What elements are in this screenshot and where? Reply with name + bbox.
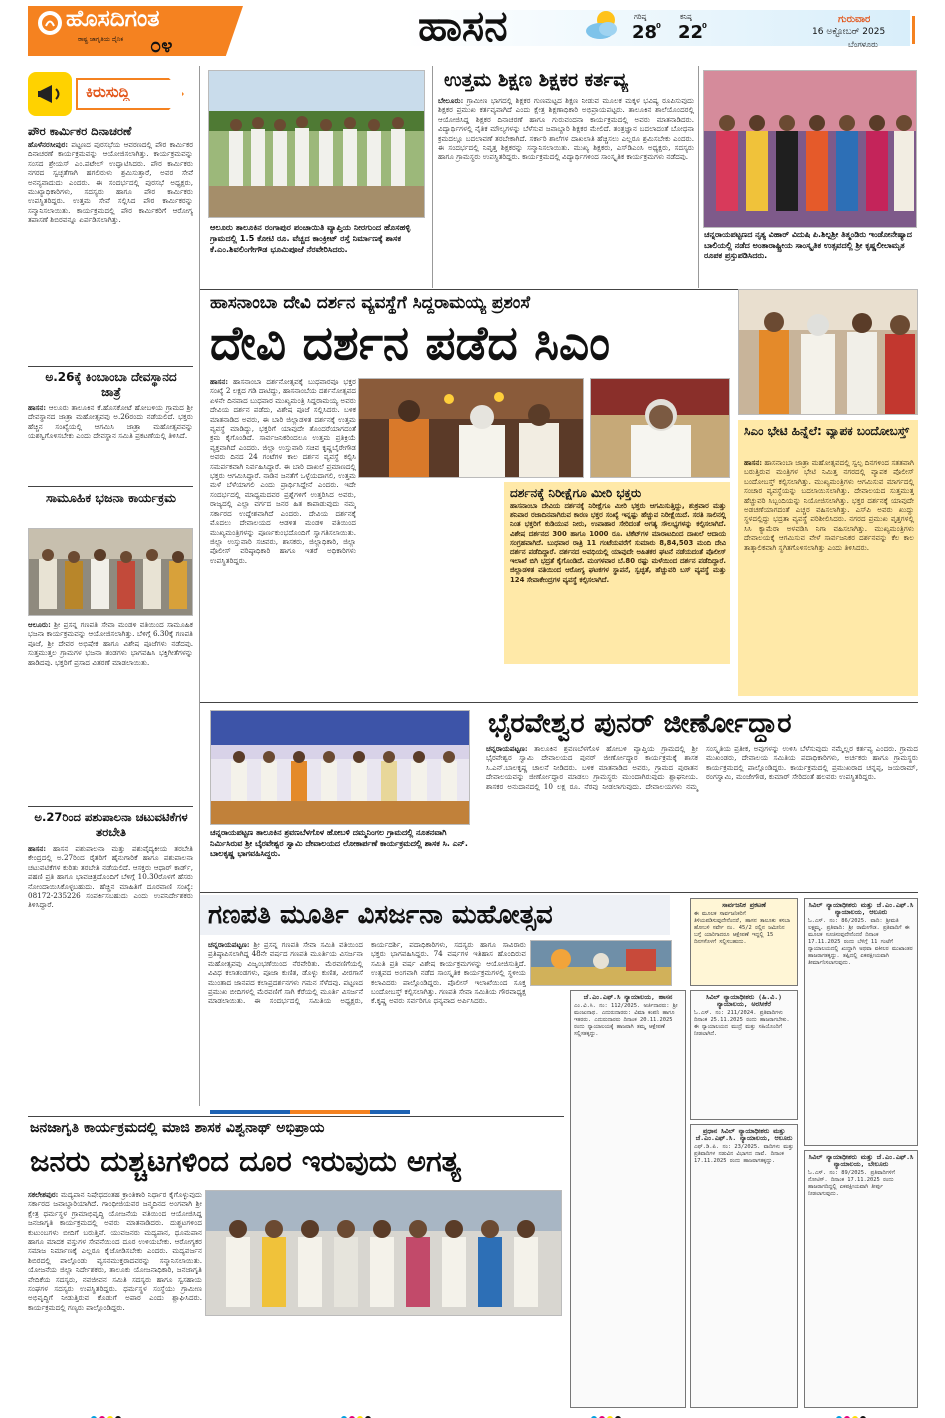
brief-dateline: ಹೊಳೆನರಸೀಪುರ: [28, 140, 69, 149]
divider [200, 892, 918, 893]
masthead [0, 0, 945, 60]
min-deg: 0 [702, 22, 707, 30]
masthead-accent-bar [912, 16, 915, 44]
notice-text: ಎಂ.ವಿ.ಸಿ. ನಂ: 112/2025. ಅರ್ಜಿದಾರರು: ಶ್ರೀ ಮಂಜುನಾಥ. ಎದುರುದಾರರು: ವಿಮಾ ಕಂಪನಿ ಹಾಗೂ ಇತರರು. ಎದುರುದಾರರು ದಿನಾಂಕ 20.11.2025 ರಂದು ನ್ಯಾಯಾಲಯಕ್ಕೆ ಹಾಜರಾಗಿ ತಮ್ಮ ಆಕ್ಷೇಪಣೆ ಸಲ್ಲಿಸತಕ್ಕದ್ದು. [574, 1003, 678, 1037]
registration-marks [90, 1408, 870, 1416]
column-divider [432, 66, 433, 288]
brand-tagline: ರಾಷ್ಟ್ರ ಜಾಗೃತಿಯ ದೈನಿಕ [78, 36, 124, 43]
max-temp: 28 [632, 22, 658, 43]
lead-dateline: ಹಾಸನ: [210, 377, 228, 386]
column-divider [698, 66, 699, 288]
lead-kicker: ಹಾಸನಾಂಬಾ ದೇವಿ ದರ್ಶನ ವ್ಯವಸ್ಥೆಗೆ ಸಿದ್ದರಾಮಯ್ಯ ಪ್ರಶಂಸೆ [210, 293, 531, 313]
lead-headline: ದೇವಿ ದರ್ಶನ ಪಡೆದ ಸಿಎಂ [210, 316, 611, 371]
sun-cloud-icon [582, 8, 622, 42]
brief-dateline: ಆಲೂರು: [28, 620, 51, 629]
legal-notice [690, 898, 798, 986]
cm-box-title: ಸಿಎಂ ಭೇಟಿ ಹಿನ್ನೆಲೆ: ವ್ಯಾಪಕ ಬಂದೋಬಸ್ತ್ [744, 424, 910, 438]
notice-heading: ಪ್ರಧಾನ ಸಿವಿಲ್ ನ್ಯಾಯಾಧೀಶರು ಮತ್ತು ಜೆ.ಎಂ.ಎಫ್.ಸಿ. ನ್ಯಾಯಾಲಯ, ಆಲೂರು [695, 1127, 793, 1142]
notice-text: ಓ.ಎಸ್. ನಂ: 211/2024. ಪ್ರತಿವಾದಿಗಳು ದಿನಾಂಕ 25.11.2025 ರಂದು ಹಾಜರಾಗಬೇಕು. ಈ ನ್ಯಾಯಾಲಯದ ಮುದ್ರೆ ಮತ್ತು ಸಹಿಯೊಂದಿಗೆ ನೀಡಲಾಗಿದೆ. [694, 1010, 790, 1037]
shravana-photo [210, 710, 470, 825]
brief-body [28, 620, 193, 810]
city: ಬೆಂಗಳೂರು [848, 40, 878, 49]
teacher-body [438, 96, 694, 286]
brand-name: ಹೊಸದಿಗಂತ [66, 6, 160, 32]
cm-priest-photo [738, 289, 918, 415]
notice-text: ಓ.ಎಸ್. ನಂ: 89/2025. ಪ್ರತಿವಾದಿಗಳಿಗೆ ನೋಟಿಸ್. ದಿನಾಂಕ 17.11.2025 ರಂದು ಹಾಜರಾಗದಿದ್ದಲ್ಲಿ ಏಕಪಕ್ಷೀಯವಾಗಿ ತೀರ್ಪು ನೀಡಲಾಗುವುದು. [808, 1170, 895, 1197]
notice-text: ಓ.ಎಸ್. ನಂ: 86/2025. ವಾದಿ: ಶ್ರೀಮತಿ ಲಕ್ಷ್ಮಮ್ಮ. ಪ್ರತಿವಾದಿ: ಶ್ರೀ ರಾಮೇಗೌಡ. ಪ್ರತಿವಾದಿಗೆ ಈ ಮೂಲಕ ಸೂಚಿಸುವುದೇನೆಂದರೆ ದಿನಾಂಕ 17.11.2025 ರಂದು ಬೆಳಿಗ್ಗೆ 11 ಗಂಟೆಗೆ ನ್ಯಾಯಾಲಯದಲ್ಲಿ ಖುದ್ದಾಗಿ ಅಥವಾ ವಕೀಲರ ಮುಖಾಂತರ ಹಾಜರಾಗತಕ್ಕದ್ದು. ತಪ್ಪಿದಲ್ಲಿ ಏಕಪಕ್ಷೀಯವಾಗಿ ತೀರ್ಮಾನಿಸಲಾಗುವುದು. [808, 918, 913, 966]
divider [28, 366, 193, 367]
notice-heading: ಸಿವಿಲ್ ನ್ಯಾಯಾಧೀಶರು (ಹಿ.ವಿ.) ನ್ಯಾಯಾಲಯ, ಅರಸೀಕೆರೆ [706, 993, 782, 1008]
awareness-dateline: ಸಕಲೇಶಪುರ: [28, 1190, 59, 1199]
ganapati-body [208, 940, 526, 1116]
column-divider [199, 66, 200, 1106]
awareness-text: ಮದ್ಯಪಾನ ನಿಷೇಧದಂತಹ ಕ್ರಾಂತಿಕಾರಿ ನಿರ್ಧಾರ ಕೈಗೊಳ್ಳುವುದು ಸರ್ಕಾರದ ಜವಾಬ್ದಾರಿಯಾಗಿದೆ. ಗಾಂಧೀಜಿಯವರ ಜನ್ಮದಿನದ ಅಂಗವಾಗಿ ಶ್ರೀ ಕ್ಷೇತ್ರ ಧರ್ಮಸ್ಥಳ ಗ್ರಾಮಾಭಿವೃದ್ಧಿ ಯೋಜನೆಯ ವತಿಯಿಂದ ಆಯೋಜಿಸಿದ್ದ ಜನಜಾಗೃತಿ ಕಾರ್ಯಕ್ರಮದಲ್ಲಿ ಅವರು ಮಾತನಾಡಿದರು. ದುಶ್ಚಟಗಳಿಂದ ಕುಟುಂಬಗಳು ಬೀದಿಗೆ ಬರುತ್ತಿವೆ. ಯುವಜನರು ಮದ್ಯಪಾನ, ಧೂಮಪಾನ ಹಾಗೂ ಮಾದಕ ವಸ್ತುಗಳ ಸೇವನೆಯಿಂದ ದೂರ ಉಳಿಯಬೇಕು. ಆರೋಗ್ಯಕರ ಸಮಾಜ ನಿರ್ಮಾಣಕ್ಕೆ ಎಲ್ಲರೂ ಕೈಜೋಡಿಸಬೇಕು ಎಂದರು. ಮದ್ಯವರ್ಜನ ಶಿಬಿರದಲ್ಲಿ ಪಾಲ್ಗೊಂಡು ವ್ಯಸನಮುಕ್ತರಾದವರನ್ನು ಸನ್ಮಾನಿಸಲಾಯಿತು. ಯೋಜನೆಯ ಜಿಲ್ಲಾ ನಿರ್ದೇಶಕರು, ತಾಲೂಕು ಯೋಜನಾಧಿಕಾರಿ, ಜನಜಾಗೃತಿ ವೇದಿಕೆಯ ಸದಸ್ಯರು, ನವಜೀವನ ಸಮಿತಿ ಸದಸ್ಯರು ಹಾಗೂ ಸ್ವಸಹಾಯ ಸಂಘಗಳ ಸದಸ್ಯರು ಉಪಸ್ಥಿತರಿದ್ದರು. ಧರ್ಮಸ್ಥಳ ಸಂಸ್ಥೆಯು ಗ್ರಾಮೀಣ ಅಭಿವೃದ್ಧಿಗೆ ನೀಡುತ್ತಿರುವ ಕೊಡುಗೆ ಅಪಾರ ಎಂದು ಶ್ಲಾಘಿಸಿದರು. ಕಾರ್ಯಕ್ರಮದಲ್ಲಿ ಗಣ್ಯರು ಪಾಲ್ಗೊಂಡಿದ್ದರು. [28, 1190, 202, 1312]
lead-text: ಹಾಸನಾಂಬಾ ದರ್ಶನೋತ್ಸವಕ್ಕೆ ಬುಧವಾರವೂ ಭಕ್ತರ ಸಂಖ್ಯೆ 2 ಲಕ್ಷದ ಗಡಿ ದಾಟಿದ್ದು, ಹಾಸನಾಂಬೆಯ ದರ್ಶನೋತ್ಸವದ ಏಳನೇ ದಿನವಾದ ಬುಧವಾರ ಮುಖ್ಯಮಂತ್ರಿ ಸಿದ್ದರಾಮಯ್ಯ ಅವರು ದೇವಿಯ ದರ್ಶನ ಪಡೆದು, ವಿಶೇಷ ಪೂಜೆ ಸಲ್ಲಿಸಿದರು. ಬಳಿಕ ಮಾತನಾಡಿದ ಅವರು, ಈ ಬಾರಿ ಜಿಲ್ಲಾಡಳಿತ ದರ್ಶನಕ್ಕೆ ಉತ್ತಮ ವ್ಯವಸ್ಥೆ ಮಾಡಿದ್ದು, ಭಕ್ತರಿಗೆ ಯಾವುದೇ ತೊಂದರೆಯಾಗದಂತೆ ಕ್ರಮ ಕೈಗೊಂಡಿದೆ. ಸಾರ್ವಜನಿಕರಿಂದಲೂ ಉತ್ತಮ ಪ್ರತಿಕ್ರಿಯೆ ವ್ಯಕ್ತವಾಗಿದೆ ಎಂದರು. ಜಿಲ್ಲಾ ಉಸ್ತುವಾರಿ ಸಚಿವ ಕೃಷ್ಣಬೈರೇಗೌಡ ಅವರು ದಿನದ 24 ಗಂಟೆಗಳ ಕಾಲ ದರ್ಶನ ವ್ಯವಸ್ಥೆ ಕಲ್ಪಿಸಿ ಸಮರ್ಪಕವಾಗಿ ನಿರ್ವಹಿಸಿದ್ದಾರೆ. ಈ ಬಾರಿ ದಾಖಲೆ ಪ್ರಮಾಣದಲ್ಲಿ ಭಕ್ತರು ಆಗಮಿಸಿದ್ದಾರೆ. ನಾಡಿನ ಜನತೆಗೆ ಒಳ್ಳೆಯದಾಗಲಿ, ಉತ್ತಮ ಮಳೆ ಬೆಳೆಯಾಗಲಿ ಎಂದು ಪ್ರಾರ್ಥಿಸಿದ್ದೇನೆ ಎಂದರು. ಇದೇ ಸಂದರ್ಭದಲ್ಲಿ ಮಾಧ್ಯಮದವರ ಪ್ರಶ್ನೆಗಳಿಗೆ ಉತ್ತರಿಸಿದ ಅವರು, ರಾಜ್ಯದಲ್ಲಿ ಎಲ್ಲಾ ವರ್ಗದ ಜನರ ಹಿತ ಕಾಪಾಡುವುದು ನಮ್ಮ ಸರ್ಕಾರದ ಉದ್ದೇಶವಾಗಿದೆ ಎಂದರು. ದೇವಿಯ ದರ್ಶನಕ್ಕೆ ಮೊದಲು ದೇವಾಲಯದ ಆಡಳಿತ ಮಂಡಳಿ ವತಿಯಿಂದ ಮುಖ್ಯಮಂತ್ರಿಗಳನ್ನು ಪೂರ್ಣಕುಂಭದೊಂದಿಗೆ ಸ್ವಾಗತಿಸಲಾಯಿತು. ಜಿಲ್ಲಾ ಉಸ್ತುವಾರಿ ಸಚಿವರು, ಶಾಸಕರು, ಜಿಲ್ಲಾಧಿಕಾರಿ, ಜಿಲ್ಲಾ ಪೊಲೀಸ್ ವರಿಷ್ಠಾಧಿಕಾರಿ ಹಾಗೂ ಇತರೆ ಅಧಿಕಾರಿಗಳು ಉಪಸ್ಥಿತರಿದ್ದರು. [210, 377, 356, 565]
ganapati-headline: ಗಣಪತಿ ಮೂರ್ತಿ ವಿಸರ್ಜನಾ ಮಹೋತ್ಸವ [208, 900, 553, 930]
legal-notice [804, 1150, 918, 1408]
edition-name: ಹಾಸನ [418, 2, 508, 50]
max-deg: 0 [656, 22, 661, 30]
notice-text: ಎಫ್.ಡಿ.ಪಿ. ನಂ: 23/2025. ವಾದಿಗಳು ಮತ್ತು ಪ್ರತಿವಾದಿಗಳ ನಡುವಿನ ವಿಭಾಗದ ದಾವೆ. ದಿನಾಂಕ 17.11.2025 ರಂದು ಹಾಜರಾಗತಕ್ಕದ್ದು. [694, 1144, 794, 1164]
awareness-kicker: ಜನಜಾಗೃತಿ ಕಾರ್ಯಕ್ರಮದಲ್ಲಿ ಮಾಜಿ ಶಾಸಕ ವಿಶ್ವನಾಥ್ ಅಭಿಪ್ರಾಯ [30, 1120, 325, 1136]
divider [28, 1116, 564, 1117]
kirusuddi-banner [28, 72, 188, 116]
brief-text: ಶ್ರೀ ಪ್ರಸನ್ನ ಗಣಪತಿ ಸೇವಾ ಮಂಡಳಿ ವತಿಯಿಂದ ಸಾಮೂಹಿಕ ಭಜನಾ ಕಾರ್ಯಕ್ರಮವನ್ನು ಆಯೋಜಿಸಲಾಗಿತ್ತು. ಬೆಳಿಗ್ಗೆ 6.30ಕ್ಕೆ ಗಣಪತಿ ಪೂಜೆ, ಶ್ರೀ ದೇವರ ಅಭಿಷೇಕ ಹಾಗೂ ವಿಶೇಷ ಪೂಜೆಗಳು ನಡೆದವು. ಸುತ್ತಮುತ್ತಲ ಗ್ರಾಮಗಳ ಭಜನಾ ತಂಡಗಳು ಭಾಗವಹಿಸಿ ಭಕ್ತಿಗೀತೆಗಳನ್ನು ಹಾಡಿದವು. ಭಕ್ತರಿಗೆ ಪ್ರಸಾದ ವಿತರಣೆ ಮಾಡಲಾಯಿತು. [28, 620, 193, 667]
road-photo [208, 70, 425, 218]
cm-portrait-photo [590, 378, 730, 478]
awareness-headline: ಜನರು ದುಶ್ಚಟಗಳಿಂದ ದೂರ ಇರುವುದು ಅಗತ್ಯ [30, 1144, 462, 1178]
brief-text: ಆಲೂರು ತಾಲೂಕಿನ ಕೆ.ಹೊಸಕೋಟೆ ಹೋಬಳಿಯ ಗ್ರಾಮದ ಶ್ರೀ ದೇವಸ್ಥಾನದ ಜಾತ್ರಾ ಮಹೋತ್ಸವವು ಅ.26ರಂದು ನಡೆಯಲಿದೆ. ಭಕ್ತರು ಹೆಚ್ಚಿನ ಸಂಖ್ಯೆಯಲ್ಲಿ ಆಗಮಿಸಿ ಜಾತ್ರಾ ಮಹೋತ್ಸವವನ್ನು ಯಶಸ್ವಿಗೊಳಿಸಬೇಕು ಎಂದು ದೇವಸ್ಥಾನ ಸಮಿತಿ ಪ್ರಕಟಣೆಯಲ್ಲಿ ತಿಳಿಸಿದೆ. [28, 403, 193, 441]
brief-title: ಪೌರ ಕಾರ್ಮಿಕರ ದಿನಾಚರಣೆ [28, 124, 132, 138]
divider [28, 486, 193, 487]
brief-text: ಪಟ್ಟಣದ ಪುರಸಭೆಯ ಆವರಣದಲ್ಲಿ ಪೌರ ಕಾರ್ಮಿಕರ ದಿನಾಚರಣೆ ಕಾರ್ಯಕ್ರಮವನ್ನು ಆಯೋಜಿಸಲಾಗಿತ್ತು. ಕಾರ್ಯಕ್ರಮವನ್ನು ಸಂಸದ ಶ್ರೇಯಸ್ ಎಂ.ಪಟೇಲ್ ಉದ್ಘಾಟಿಸಿದರು. ಪೌರ ಕಾರ್ಮಿಕರು ನಗರದ ಸ್ವಚ್ಛತೆಗಾಗಿ ಹಗಲಿರುಳು ಶ್ರಮಿಸುತ್ತಾರೆ, ಅವರ ಸೇವೆ ಅನನ್ಯವಾದುದು ಎಂದರು. ಈ ಸಂದರ್ಭದಲ್ಲಿ ಪುರಸಭೆ ಅಧ್ಯಕ್ಷರು, ಮುಖ್ಯಾಧಿಕಾರಿಗಳು, ಸದಸ್ಯರು ಹಾಗೂ ಪೌರ ಕಾರ್ಮಿಕರು ಉಪಸ್ಥಿತರಿದ್ದರು. ಉತ್ತಮ ಸೇವೆ ಸಲ್ಲಿಸಿದ ಪೌರ ಕಾರ್ಮಿಕರನ್ನು ಸನ್ಮಾನಿಸಲಾಯಿತು. ಕಾರ್ಯಕ್ರಮದಲ್ಲಿ ಪೌರ ಕಾರ್ಮಿಕರಿಗೆ ಆರೋಗ್ಯ ತಪಾಸಣೆ ಶಿಬಿರವನ್ನೂ ಏರ್ಪಡಿಸಲಾಗಿತ್ತು. [28, 140, 193, 225]
notice-text: ಈ ಮೂಲಕ ಸಾರ್ವಜನಿಕರಿಗೆ ತಿಳಿಯಪಡಿಸುವುದೇನೆಂದರೆ, ಹಾಸನ ತಾಲೂಕು ಕಸಬಾ ಹೋಬಳಿ ಸರ್ವೇ ನಂ. 45/2 ರಲ್ಲಿನ ಜಮೀನಿನ ಬಗ್ಗೆ ಯಾರಿಗಾದರೂ ಆಕ್ಷೇಪಣೆ ಇದ್ದಲ್ಲಿ 15 ದಿನಗಳೊಳಗೆ ಸಲ್ಲಿಸಬಹುದು. [694, 911, 790, 945]
awareness-body [28, 1190, 202, 1402]
ganapati-dateline: ಚನ್ನರಾಯಪಟ್ಟಣ: [208, 940, 250, 949]
brief-title: ಅ.27ರಿಂದ ಪಶುಪಾಲನಾ ಚಟುವಟಿಕೆಗಳ ತರಬೇತಿ [34, 810, 188, 839]
max-label: ಗರಿಷ್ಠ [634, 13, 647, 21]
legal-notice [690, 990, 798, 1120]
megaphone-icon [36, 80, 64, 108]
road-caption: ಆಲೂರು ತಾಲೂಕಿನ ರಂಗಾಪುರ ಪಂಚಾಯಿತಿ ವ್ಯಾಪ್ತಿಯ ನೀರಗುಂದ ಹೊಸಹಳ್ಳಿ ಗ್ರಾಮದಲ್ಲಿ 1.5 ಕೋಟಿ ರೂ. ವೆಚ್ಚದ ಕಾಂಕ್ರೀಟ್ ರಸ್ತೆ ನಿರ್ಮಾಣಕ್ಕೆ ಶಾಸಕ ಕೆ.ಎಂ.ಶಿವಲಿಂಗೇಗೌಡ ಭೂಮಿಪೂಜೆ ನೆರವೇರಿಸಿದರು. [210, 222, 411, 254]
brief-text: ಹಾಸನ ಪಶುಪಾಲನಾ ಮತ್ತು ಪಶುವೈದ್ಯಕೀಯ ತರಬೇತಿ ಕೇಂದ್ರದಲ್ಲಿ ಅ.27ರಿಂದ ರೈತರಿಗೆ ಹೈನುಗಾರಿಕೆ ಹಾಗೂ ಪಶುಪಾಲನಾ ಚಟುವಟಿಕೆಗಳ ಕುರಿತು ತರಬೇತಿ ನಡೆಯಲಿದೆ. ಆಸಕ್ತರು ಆಧಾರ್ ಕಾರ್ಡ್, ಪಹಣಿ ಪ್ರತಿ ಹಾಗೂ ಭಾವಚಿತ್ರದೊಂದಿಗೆ ಬೆಳಿಗ್ಗೆ 10.30ರೊಳಗೆ ಹೆಸರು ನೋಂದಾಯಿಸಿಕೊಳ್ಳಬಹುದು. ಹೆಚ್ಚಿನ ಮಾಹಿತಿಗೆ ದೂರವಾಣಿ ಸಂಖ್ಯೆ: 08172-235226 ಸಂಪರ್ಕಿಸಬಹುದು ಎಂದು ಉಪನಿರ್ದೇಶಕರು ತಿಳಿಸಿದ್ದಾರೆ. [28, 844, 193, 910]
legal-notice [804, 898, 918, 1146]
color-strip [210, 1110, 410, 1114]
devotees-box-title: ದರ್ಶನಕ್ಕೆ ನಿರೀಕ್ಷೆಗೂ ಮೀರಿ ಭಕ್ತರು [510, 486, 642, 500]
min-label: ಕನಿಷ್ಠ [680, 13, 692, 21]
bhajan-photo [28, 528, 193, 616]
dance-photo [703, 70, 917, 228]
teacher-text: ಗ್ರಾಮೀಣ ಭಾಗದಲ್ಲಿ ಶಿಕ್ಷಕರ ಗುಣಮಟ್ಟದ ಶಿಕ್ಷಣ ನೀಡುವ ಮೂಲಕ ಮಕ್ಕಳ ಭವಿಷ್ಯ ರೂಪಿಸುವುದು ಶಿಕ್ಷಕರ ಪ್ರಮುಖ ಕರ್ತವ್ಯವಾಗಿದೆ ಎಂದು ಕ್ಷೇತ್ರ ಶಿಕ್ಷಣಾಧಿಕಾರಿ ಅಭಿಪ್ರಾಯಪಟ್ಟರು. ತಾಲೂಕಿನ ಶಾಲೆಯೊಂದರಲ್ಲಿ ಆಯೋಜಿಸಿದ್ದ ಶಿಕ್ಷಕರ ದಿನಾಚರಣೆ ಹಾಗೂ ಗುರುವಂದನಾ ಕಾರ್ಯಕ್ರಮದಲ್ಲಿ ಅವರು ಮಾತನಾಡಿದರು. ವಿದ್ಯಾರ್ಥಿಗಳಲ್ಲಿ ನೈತಿಕ ಮೌಲ್ಯಗಳನ್ನು ಬೆಳೆಸುವ ಜವಾಬ್ದಾರಿ ಶಿಕ್ಷಕರ ಮೇಲಿದೆ. ತಂತ್ರಜ್ಞಾನ ಬದಲಾದಂತೆ ಬೋಧನಾ ಕ್ರಮದಲ್ಲೂ ಬದಲಾವಣೆ ತರಬೇಕಾಗಿದೆ. ಸರ್ಕಾರಿ ಶಾಲೆಗಳ ದಾಖಲಾತಿ ಹೆಚ್ಚಿಸಲು ಎಲ್ಲರೂ ಶ್ರಮಿಸಬೇಕು ಎಂದರು. ಈ ಸಂದರ್ಭದಲ್ಲಿ ನಿವೃತ್ತ ಶಿಕ್ಷಕರನ್ನು ಸನ್ಮಾನಿಸಲಾಯಿತು. ಮುಖ್ಯ ಶಿಕ್ಷಕರು, ಎಸ್‌ಡಿಎಂಸಿ ಅಧ್ಯಕ್ಷರು, ಸದಸ್ಯರು ಹಾಗೂ ಗ್ರಾಮಸ್ಥರು ಉಪಸ್ಥಿತರಿದ್ದರು. ಕಾರ್ಯಕ್ರಮದಲ್ಲಿ ವಿದ್ಯಾರ್ಥಿಗಳಿಂದ ಸಾಂಸ್ಕೃತಿಕ ಕಾರ್ಯಕ್ರಮಗಳು ನಡೆದವು. [438, 96, 694, 162]
cm-box-text: ಹಾಸನಾಂಬಾ ಜಾತ್ರಾ ಮಹೋತ್ಸವದಲ್ಲಿ ಸ್ವಲ್ಪ ದಿನಗಳಿಂದ ಸತತವಾಗಿ ಬರುತ್ತಿರುವ ಮಂತ್ರಿಗಳ ಭೇಟಿ ನಿಮಿತ್ತ ನಗರದಲ್ಲಿ ವ್ಯಾಪಕ ಪೊಲೀಸ್ ಬಂದೋಬಸ್ತ್ ಕಲ್ಪಿಸಲಾಗಿತ್ತು. ಮುಖ್ಯಮಂತ್ರಿಗಳು ಆಗಮಿಸುವ ಮಾರ್ಗದಲ್ಲಿ ಸಂಚಾರ ವ್ಯವಸ್ಥೆಯನ್ನು ಬದಲಾಯಿಸಲಾಗಿತ್ತು. ದೇವಾಲಯದ ಸುತ್ತಮುತ್ತ ಹೆಚ್ಚುವರಿ ಸಿಬ್ಬಂದಿಯನ್ನು ನಿಯೋಜಿಸಲಾಗಿತ್ತು. ಭಕ್ತರ ದರ್ಶನಕ್ಕೆ ಯಾವುದೇ ಅಡಚಣೆಯಾಗದಂತೆ ಎಚ್ಚರ ವಹಿಸಲಾಗಿತ್ತು. ಎಸ್‌ಪಿ ಅವರು ಖುದ್ದು ಸ್ಥಳದಲ್ಲಿದ್ದು ಭದ್ರತಾ ವ್ಯವಸ್ಥೆ ಪರಿಶೀಲಿಸಿದರು. ನಗರದ ಪ್ರಮುಖ ವೃತ್ತಗಳಲ್ಲಿ ಸಿಸಿ ಕ್ಯಾಮೆರಾ ಅಳವಡಿಸಿ ನಿಗಾ ವಹಿಸಲಾಗಿತ್ತು. ಮುಖ್ಯಮಂತ್ರಿಗಳು ದೇವಾಲಯಕ್ಕೆ ಆಗಮಿಸುವ ವೇಳೆ ಸಾರ್ವಜನಿಕರ ದರ್ಶನವನ್ನು ಕೆಲ ಕಾಲ ತಾತ್ಕಾಲಿಕವಾಗಿ ಸ್ಥಗಿತಗೊಳಿಸಲಾಗಿತ್ತು ಎಂದು ತಿಳಿಸಿದರು. [744, 458, 914, 552]
bhairava-headline: ಭೈರವೇಶ್ವರ ಪುನರ್ ಜೀರ್ಣೋದ್ಧಾರ [488, 708, 792, 739]
brief-title: ಅ.26ಕ್ಕೆ ಕಿಂಬಾಂಬಾ ದೇವಸ್ಥಾನದ ಜಾತ್ರೆ [45, 370, 177, 399]
brief-dateline: ಹಾಸನ: [28, 844, 46, 853]
legal-notice [570, 990, 686, 1408]
ganapati-text: ಶ್ರೀ ಪ್ರಸನ್ನ ಗಣಪತಿ ಸೇವಾ ಸಮಿತಿ ವತಿಯಿಂದ ಪ್ರತಿಷ್ಠಾಪಿಸಲಾಗಿದ್ದ 48ನೇ ವರ್ಷದ ಗಣಪತಿ ಮೂರ್ತಿಯ ವಿಸರ್ಜನಾ ಮಹೋತ್ಸವವು ವಿಜೃಂಭಣೆಯಿಂದ ನೆರವೇರಿತು. ಮೆರವಣಿಗೆಯಲ್ಲಿ ವಿವಿಧ ಕಲಾತಂಡಗಳು, ಪೂಜಾ ಕುಣಿತ, ಡೊಳ್ಳು ಕುಣಿತ, ವೀರಗಾಸೆ ಮುಂತಾದ ಜಾನಪದ ಕಲಾಪ್ರದರ್ಶನಗಳು ಗಮನ ಸೆಳೆದವು. ಪಟ್ಟಣದ ಪ್ರಮುಖ ಬೀದಿಗಳಲ್ಲಿ ಮೆರವಣಿಗೆ ಸಾಗಿ ಕೆರೆಯಲ್ಲಿ ಮೂರ್ತಿ ವಿಸರ್ಜನೆ ಮಾಡಲಾಯಿತು. ಈ ಸಂದರ್ಭದಲ್ಲಿ ಸಮಿತಿಯ ಅಧ್ಯಕ್ಷರು, ಕಾರ್ಯದರ್ಶಿ, ಪದಾಧಿಕಾರಿಗಳು, ಸದಸ್ಯರು ಹಾಗೂ ಸಾವಿರಾರು ಭಕ್ತರು ಭಾಗವಹಿಸಿದ್ದರು. 74 ವರ್ಷಗಳ ಇತಿಹಾಸ ಹೊಂದಿರುವ ಸಮಿತಿ ಪ್ರತಿ ವರ್ಷ ವಿಶೇಷ ಕಾರ್ಯಕ್ರಮಗಳನ್ನು ಆಯೋಜಿಸುತ್ತಿದೆ. ಉತ್ಸವದ ಅಂಗವಾಗಿ ನಡೆದ ಸಾಂಸ್ಕೃತಿಕ ಕಾರ್ಯಕ್ರಮಗಳಲ್ಲಿ ಸ್ಥಳೀಯ ಕಲಾವಿದರು ಪಾಲ್ಗೊಂಡಿದ್ದರು. ಪೊಲೀಸ್ ಇಲಾಖೆಯಿಂದ ಸೂಕ್ತ ಬಂದೋಬಸ್ತ್ ಕಲ್ಪಿಸಲಾಗಿತ್ತು. ಗಣಪತಿ ಸೇವಾ ಸಮಿತಿಯ ಗೌರವಾಧ್ಯಕ್ಷ ಕೆ.ಕೃಷ್ಣ ಅವರು ಸರ್ವರಿಗೂ ಧನ್ಯವಾದ ಅರ್ಪಿಸಿದರು. [208, 940, 526, 1006]
awareness-body-cont [205, 1320, 562, 1406]
notice-heading: ಜೆ.ಎಂ.ಎಫ್.ಸಿ ನ್ಯಾಯಾಲಯ, ಹಾಸನ [583, 993, 673, 1001]
date: 16 ಅಕ್ಟೋಬರ್ 2025 [812, 27, 886, 37]
cm-box-dateline: ಹಾಸನ: [744, 458, 762, 467]
notice-heading: ಸಾರ್ವಜನಿಕ ಪ್ರಕಟಣೆ [722, 901, 766, 909]
min-temp: 22 [678, 22, 704, 43]
brand-logo-icon [38, 11, 62, 35]
brief-dateline: ಹಾಸನ: [28, 403, 46, 412]
brief-body [28, 140, 193, 368]
awareness-photo [205, 1190, 562, 1316]
dance-caption: ಚನ್ನರಾಯಪಟ್ಟಣದ ನೃತ್ಯ ವಿಹಾರ್ ವಿದುಷಿ ಪಿ.ಶಿಲ್ಪಶ್ರೀ ತಿತ್ಮಂಡಿರು ಇಂಡೋನೇಷ್ಯಾದ ಬಾಲಿಯಲ್ಲಿ ನಡೆದ ಅಂತಾರಾಷ್ಟ್ರೀಯ ಸಾಂಸ್ಕೃತಿಕ ಉತ್ಸವದಲ್ಲಿ ಶ್ರೀ ಕೃಷ್ಣಲೀಲಾಮೃತ ರೂಪಕ ಪ್ರಸ್ತುಪಡಿಸಿದರು. [704, 230, 912, 260]
weekday: ಗುರುವಾರ [838, 14, 871, 25]
bhairava-dateline: ಚನ್ನರಾಯಪಟ್ಟಣ: [486, 744, 528, 753]
brief-body [28, 844, 193, 1109]
cm-pooja-photo [358, 378, 584, 478]
bhairava-body [486, 744, 918, 890]
divider [200, 702, 918, 703]
bhairava-text: ತಾಲೂಕಿನ ಶ್ರವಣಬೆಳಗೊಳ ಹೋಬಳಿ ವ್ಯಾಪ್ತಿಯ ಗ್ರಾಮದಲ್ಲಿ ಶ್ರೀ ಭೈರವೇಶ್ವರ ಸ್ವಾಮಿ ದೇವಾಲಯದ ಪುನರ್ ಜೀರ್ಣೋದ್ಧಾರ ಕಾರ್ಯಕ್ರಮಕ್ಕೆ ಶಾಸಕ ಸಿ.ಎನ್.ಬಾಲಕೃಷ್ಣ ಚಾಲನೆ ನೀಡಿದರು. ಬಳಿಕ ಮಾತನಾಡಿದ ಅವರು, ಗ್ರಾಮದ ಪುರಾತನ ದೇವಾಲಯವನ್ನು ಜೀರ್ಣೋದ್ಧಾರ ಮಾಡಲು ಗ್ರಾಮಸ್ಥರು ಮುಂದಾಗಿರುವುದು ಶ್ಲಾಘನೀಯ. ಶಾಸಕರ ಅನುದಾನದಲ್ಲಿ 10 ಲಕ್ಷ ರೂ. ನೆರವು ನೀಡಲಾಗುವುದು. ದೇವಾಲಯಗಳು ನಮ್ಮ ಸಂಸ್ಕೃತಿಯ ಪ್ರತೀಕ, ಅವುಗಳನ್ನು ಉಳಿಸಿ ಬೆಳೆಸುವುದು ನಮ್ಮೆಲ್ಲರ ಕರ್ತವ್ಯ ಎಂದರು. ಗ್ರಾಮದ ಮುಖಂಡರು, ದೇವಾಲಯ ಸಮಿತಿಯ ಪದಾಧಿಕಾರಿಗಳು, ಅರ್ಚಕರು ಹಾಗೂ ಗ್ರಾಮಸ್ಥರು ಕಾರ್ಯಕ್ರಮದಲ್ಲಿ ಪಾಲ್ಗೊಂಡಿದ್ದರು. ಕಾರ್ಯಕ್ರಮದಲ್ಲಿ ಪ್ರಮುಖರಾದ ಚನ್ನಪ್ಪ, ಜಯರಾಮ್, ರಂಗಸ್ವಾಮಿ, ಮಂಜೇಗೌಡ, ಕುಮಾರ್ ಸೇರಿದಂತೆ ಹಲವರು ಉಪಸ್ಥಿತರಿದ್ದರು. [486, 744, 918, 791]
divider [28, 806, 193, 807]
kirusuddi-label: ಕಿರುಸುದ್ದಿ [86, 83, 130, 101]
notice-heading: ಸಿವಿಲ್ ನ್ಯಾಯಾಧೀಶರು ಮತ್ತು ಜೆ.ಎಂ.ಎಫ್.ಸಿ ನ್ಯಾಯಾಲಯ, ಆಲೂರು [808, 901, 914, 916]
teacher-dateline: ಬೇಲೂರು: [438, 96, 464, 105]
shravana-caption: ಚನ್ನರಾಯಪಟ್ಟಣ ತಾಲೂಕಿನ ಶ್ರವಣಬೆಳಗೊಳ ಹೋಬಳಿ ದಮ್ಮನಿಂಗಲ ಗ್ರಾಮದಲ್ಲಿ ನೂತನವಾಗಿ ನಿರ್ಮಿಸಿರುವ ಶ್ರೀ ಬೈರವೇಶ್ವರ ಸ್ವಾಮಿ ದೇವಾಲಯದ ಲೋಕಾರ್ಪಣೆ ಕಾರ್ಯಕ್ರಮದಲ್ಲಿ ಶಾಸಕ ಸಿ. ಎನ್. ಬಾಲಕೃಷ್ಣ ಭಾಗವಹಿಸಿದ್ದರು. [210, 828, 468, 858]
brief-body [28, 403, 193, 485]
legal-notice [690, 1124, 798, 1408]
notice-heading: ಸಿವಿಲ್ ನ್ಯಾಯಾಧೀಶರು ಮತ್ತು ಜೆ.ಎಂ.ಎಫ್.ಸಿ ನ್ಯಾಯಾಲಯ, ಬೇಲೂರು [808, 1153, 914, 1168]
devotees-box-text: ಹಾಸನಾಂಬಾ ದೇವಿಯ ದರ್ಶನಕ್ಕೆ ನಿರೀಕ್ಷೆಗೂ ಮೀರಿ ಭಕ್ತರು ಆಗಮಿಸುತ್ತಿದ್ದು, ಶುಕ್ರವಾರ ಮತ್ತು ಶನಿವಾರ ರಜಾದಿನವಾಗಿರುವ ಕಾರಣ ಭಕ್ತರ ಸಂಖ್ಯೆ ಇನ್ನಷ್ಟು ಹೆಚ್ಚುವ ನಿರೀಕ್ಷೆಯಿದೆ. ಸರತಿ ಸಾಲಿನಲ್ಲಿ ನಿಂತ ಭಕ್ತರಿಗೆ ಕುಡಿಯುವ ನೀರು, ಉಪಾಹಾರ ಸೇರಿದಂತೆ ಅಗತ್ಯ ಸೌಲಭ್ಯಗಳನ್ನು ಕಲ್ಪಿಸಲಾಗಿದೆ. ವಿಶೇಷ ದರ್ಶನದ 300 ಹಾಗೂ 1000 ರೂ. ಟಿಕೆಟ್‌ಗಳ ಮಾರಾಟದಿಂದ ದಾಖಲೆ ಆದಾಯ ಸಂಗ್ರಹವಾಗಿದೆ. ಬುಧವಾರ ರಾತ್ರಿ 11 ಗಂಟೆಯವರೆಗೆ ಸುಮಾರು 8,84,503 ಮಂದಿ ದೇವಿ ದರ್ಶನ ಪಡೆದಿದ್ದಾರೆ. ದರ್ಶನದ ಅವಧಿಯಲ್ಲಿ ಯಾವುದೇ ಅಹಿತಕರ ಘಟನೆ ನಡೆಯದಂತೆ ಪೊಲೀಸ್ ಇಲಾಖೆ ಬಿಗಿ ಭದ್ರತೆ ಕೈಗೊಂಡಿದೆ. ಮಂಗಳವಾರ ಬೆ.80 ರಷ್ಟು ಮಳೆಯಿಂದ ದರ್ಶನ ಪಡೆದಿದ್ದಾರೆ. ಜಿಲ್ಲಾಡಳಿತ ವತಿಯಿಂದ ಆರೋಗ್ಯ ಘಟಕಗಳ ಸ್ಥಾಪನೆ, ಸ್ವಚ್ಛತೆ, ಹೆಚ್ಚುವರಿ ಬಸ್ ವ್ಯವಸ್ಥೆ ಮತ್ತು 124 ಸೇವಾಕೇಂದ್ರಗಳ ವ್ಯವಸ್ಥೆ ಕಲ್ಪಿಸಲಾಗಿದೆ. [510, 502, 726, 584]
teacher-headline: ಉತ್ತಮ ಶಿಕ್ಷಣ ಶಿಕ್ಷಕರ ಕರ್ತವ್ಯ [444, 69, 628, 91]
brief-title: ಸಾಮೂಹಿಕ ಭಜನಾ ಕಾರ್ಯಕ್ರಮ [45, 490, 177, 505]
page-number: ೦೪ [150, 33, 173, 57]
cm-box-body [744, 458, 914, 694]
